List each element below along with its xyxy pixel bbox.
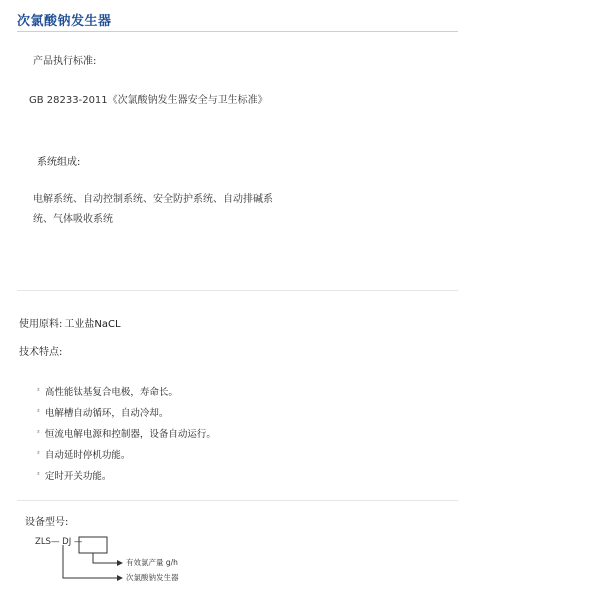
bullet-icon: ² xyxy=(37,429,40,437)
bullet-icon: ² xyxy=(37,387,40,395)
model-box xyxy=(79,537,107,553)
name-arrowhead xyxy=(117,575,123,581)
bullet-icon: ² xyxy=(37,471,40,479)
standard-value: GB 28233-2011《次氯酸钠发生器安全与卫生标准》 xyxy=(29,95,268,106)
feature-text: 电解槽自动循环，自动冷却。 xyxy=(44,408,169,419)
features-label: 技术特点: xyxy=(19,347,63,358)
feature-text: 定时开关功能。 xyxy=(44,471,112,482)
feature-text: 高性能钛基复合电极，寿命长。 xyxy=(44,387,178,398)
capacity-connector xyxy=(93,553,117,563)
feature-text: 自动延时停机功能。 xyxy=(44,450,131,461)
model-code: ZLS— DJ — xyxy=(35,537,83,547)
system-label: 系统组成: xyxy=(37,157,81,168)
name-connector xyxy=(63,545,117,578)
standard-label: 产品执行标准: xyxy=(33,56,97,67)
bullet-icon: ² xyxy=(37,450,40,458)
system-line-1: 电解系统、自动控制系统、安全防护系统、自动排碱系 xyxy=(33,194,273,205)
material-value: 工业盐NaCL xyxy=(64,319,121,330)
capacity-annotation: 有效氯产量 g/h xyxy=(126,558,178,567)
page-title: 次氯酸钠发生器 xyxy=(17,14,112,29)
system-line-2: 统、气体吸收系统 xyxy=(33,214,113,225)
feature-text: 恒流电解电源和控制器，设备自动运行。 xyxy=(44,429,216,440)
model-label: 设备型号: xyxy=(25,517,69,528)
material-label: 使用原料: xyxy=(19,319,63,330)
capacity-arrowhead xyxy=(117,560,123,566)
name-annotation: 次氯酸钠发生器 xyxy=(126,573,179,582)
bullet-icon: ² xyxy=(37,408,40,416)
